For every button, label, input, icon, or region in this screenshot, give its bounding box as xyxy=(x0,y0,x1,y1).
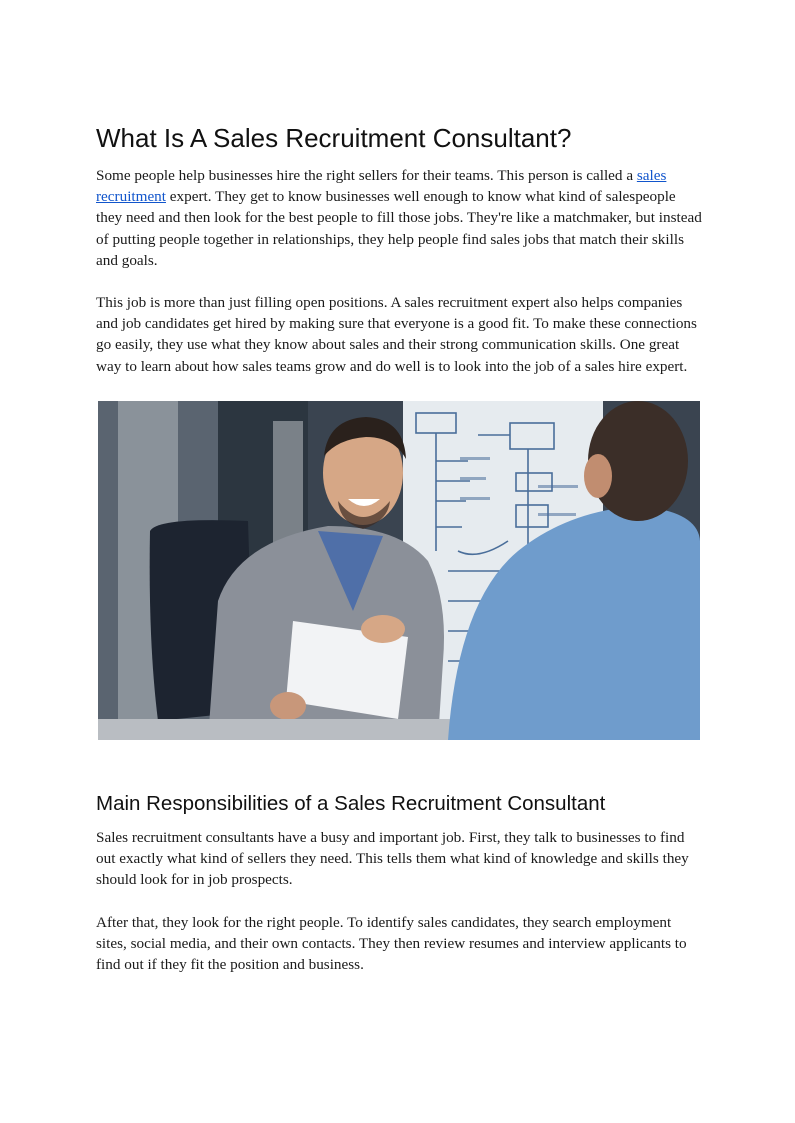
paragraph-2: This job is more than just filling open positions. A sales recruitment expert also helps companies and job candidates get hired by making sure that everyone is a good fit. To make these connections go easily, they use what they know about sales and their strong communication skills. One great way to learn about how sales teams grow and do well is to look into the job of a sales hire expert. xyxy=(96,294,697,375)
intro-text-before-link: Some people help businesses hire the right sellers for their teams. This person is called a xyxy=(96,167,637,184)
paragraph-4: After that, they look for the right people. To identify sales candidates, they search employment sites, social media, and their own contacts. They then review resumes and interview applicants to find out if they fit the position and business. xyxy=(96,914,687,974)
paragraph-3: Sales recruitment consultants have a busy and important job. First, they talk to businesses to find out exactly what kind of sellers they need. This tells them what kind of knowledge and skills they should look for in job prospects. xyxy=(96,829,689,889)
page-title: What Is A Sales Recruitment Consultant? xyxy=(96,123,572,153)
sales-recruitment-link[interactable]: sales recruitment xyxy=(96,167,667,206)
interview-photo xyxy=(98,401,700,740)
intro-paragraph xyxy=(96,165,702,271)
section-heading: Main Responsibilities of a Sales Recruitment Consultant xyxy=(96,792,606,815)
intro-text-after-link: expert. They get to know businesses well enough to know what kind of salespeople they need and then look for the best people to fill those jobs. They're like a matchmaker, but instead of putting people together in relationships, they help people find sales jobs that match their skills and goals. xyxy=(96,188,702,269)
